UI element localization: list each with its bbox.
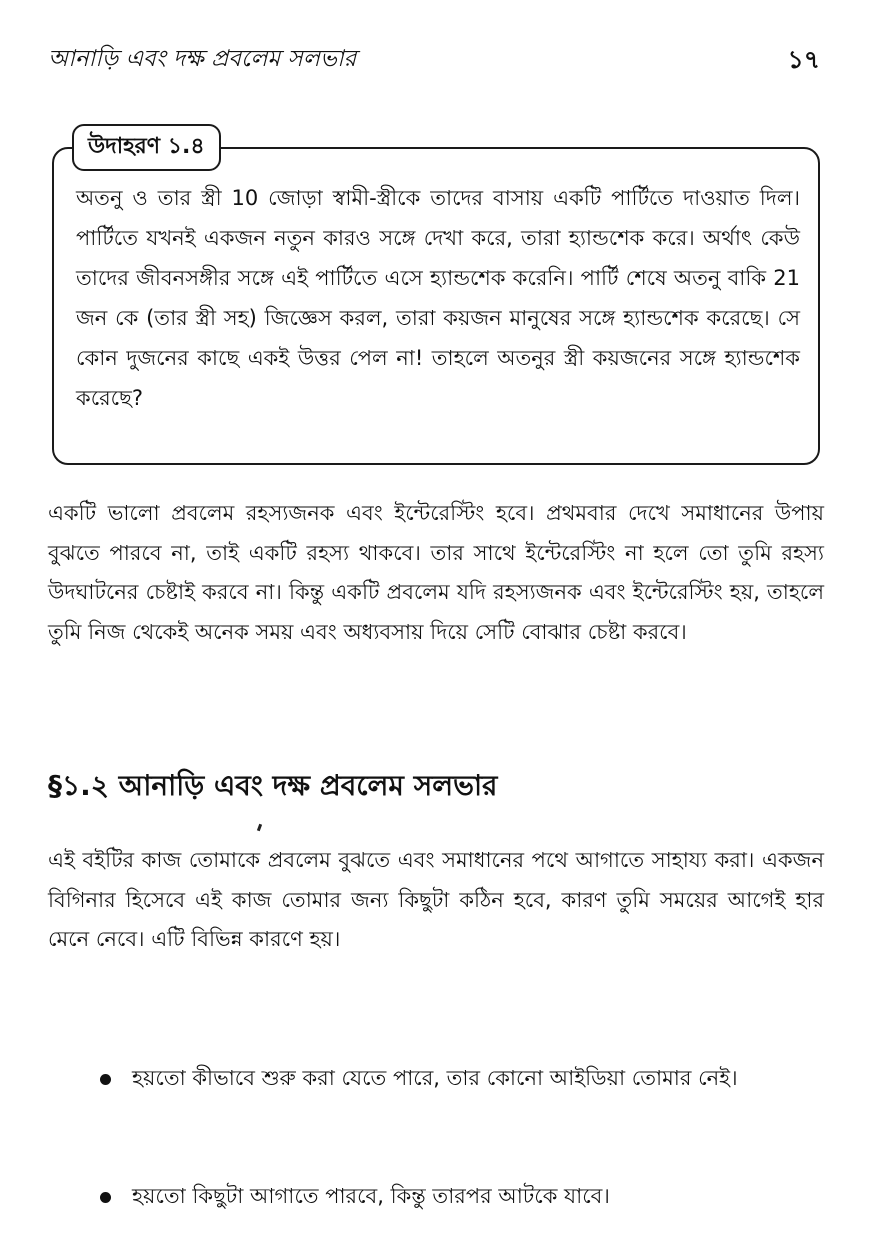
running-head-title: আনাড়ি এবং দক্ষ প্রবলেম সলভার — [48, 46, 357, 72]
bullet-list-item-2 — [100, 1176, 824, 1216]
bullet-icon — [100, 1074, 111, 1085]
bullet-icon — [100, 1192, 111, 1203]
print-speck — [257, 824, 262, 832]
list-item-text: হয়তো কীভাবে শুরু করা যেতে পারে, তার কোনো আইডিয়া তোমার নেই। — [132, 1066, 738, 1090]
section-heading: §১.২ আনাড়ি এবং দক্ষ প্রবলেম সলভার — [48, 769, 498, 802]
example-text: অতনু ও তার স্ত্রী 10 জোড়া স্বামী-স্ত্রীকে তাদের বাসায় একটি পার্টিতে দাওয়াত দিল। পার্টিতে যখনই একজন নতুন কারও সঙ্গে দেখা করে, তারা হ্যান্ডশেক করে। অর্থাৎ কেউ তাদের জীবনসঙ্গীর সঙ্গে এই পার্টিতে এসে হ্যান্ডশেক করেনি। পার্টি শেষে অতনু বাকি 21 জন কে (তার স্ত্রী সহ) জিজ্ঞেস করল, তারা কয়জন মানুষের সঙ্গে হ্যান্ডশেক করেছে। সে কোন দুজনের কাছে একই উত্তর পেল না! তাহলে অতনুর স্ত্রী কয়জনের সঙ্গে হ্যান্ডশেক করেছে? — [76, 186, 800, 410]
list-item — [100, 1176, 824, 1216]
list-item — [100, 1058, 824, 1098]
page-number: ১৭ — [787, 45, 820, 74]
body-paragraph-2: এই বইটির কাজ তোমাকে প্রবলেম বুঝতে এবং সমাধানের পথে আগাতে সাহায্য করা। একজন বিগিনার হিসেবে এই কাজ তোমার জন্য কিছুটা কঠিন হবে, কারণ তুমি সময়ের আগেই হার মেনে নেবে। এটি বিভিন্ন কারণে হয়। — [48, 848, 824, 951]
bullet-list-item-1 — [100, 1058, 824, 1098]
example-label: উদাহরণ ১.৪ — [72, 124, 221, 171]
list-item-text: হয়তো কিছুটা আগাতে পারবে, কিন্তু তারপর আটকে যাবে। — [132, 1184, 610, 1208]
body-paragraph-1: একটি ভালো প্রবলেম রহস্যজনক এবং ইন্টেরেস্টিং হবে। প্রথমবার দেখে সমাধানের উপায় বুঝতে পারবে না, তাই একটি রহস্য থাকবে। তার সাথে ইন্টেরেস্টিং না হলে তো তুমি রহস্য উদঘাটনের চেষ্টাই করবে না। কিন্তু একটি প্রবলেম যদি রহস্যজনক এবং ইন্টেরেস্টিং হয়, তাহলে তুমি নিজ থেকেই অনেক সময় এবং অধ্যবসায় দিয়ে সেটি বোঝার চেষ্টা করবে। — [48, 501, 824, 644]
